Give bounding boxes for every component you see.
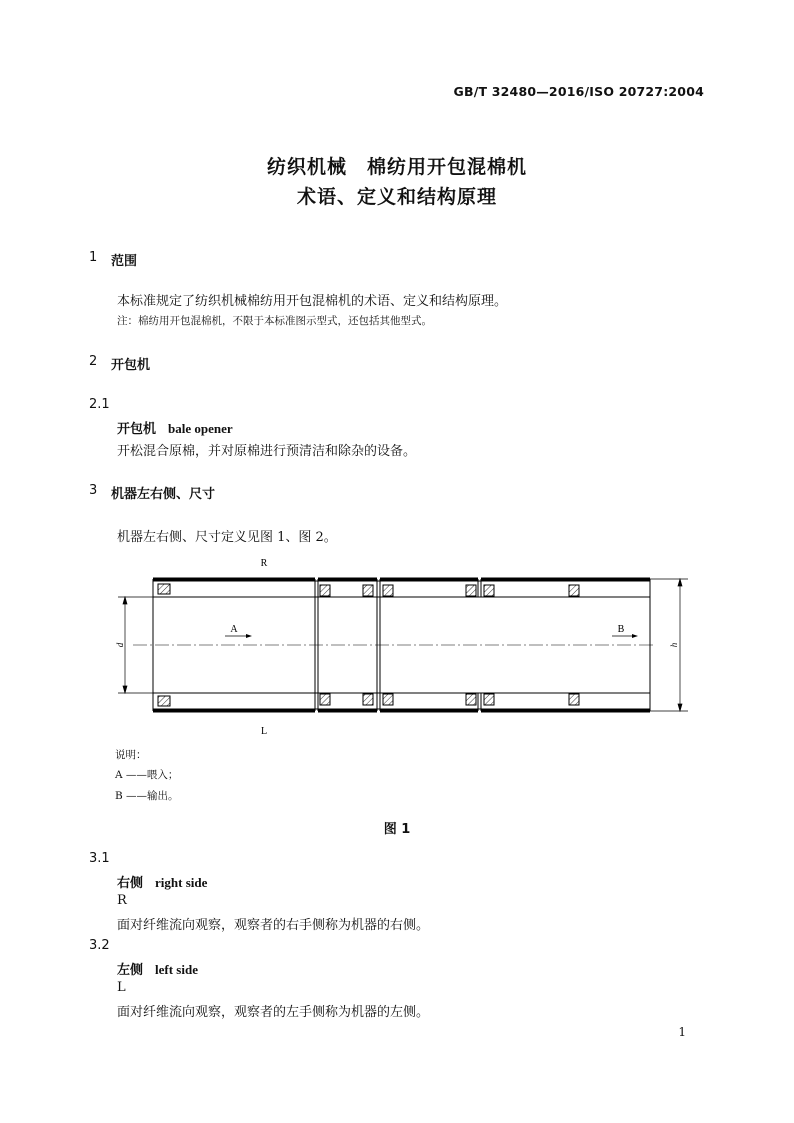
dimension-d-label: d xyxy=(115,642,125,648)
title-line-2: 术语、定义和结构原理 xyxy=(296,186,497,208)
arrow-a-label: A xyxy=(230,624,238,635)
figure-1-caption: 图 1 xyxy=(383,822,411,837)
section-2-1-number: 2.1 xyxy=(89,397,110,412)
term-cn: 开包机 xyxy=(117,422,157,437)
legend-title: 说明： xyxy=(115,749,147,761)
symbol-left-side: L xyxy=(117,980,126,995)
term-cn: 左侧 xyxy=(117,963,144,978)
label-right-side: R xyxy=(260,558,268,569)
term-en: right side xyxy=(155,875,208,890)
section-3-1-number: 3.1 xyxy=(89,851,110,866)
section-3-number: 3 xyxy=(89,483,98,498)
section-1-heading: 范围 xyxy=(111,254,138,269)
arrow-a-feed xyxy=(225,624,252,638)
symbol-right-side: R xyxy=(117,893,127,908)
standard-code: GB/T 32480—2016/ISO 20727:2004 xyxy=(453,84,704,99)
dimension-h-label: h xyxy=(669,642,679,648)
section-3-2-number: 3.2 xyxy=(89,938,110,953)
section-1-paragraph: 本标准规定了纺织机械棉纺用开包混棉机的术语、定义和结构原理。 xyxy=(117,294,508,309)
section-1-number: 1 xyxy=(89,250,98,265)
term-en: left side xyxy=(155,962,198,977)
label-left-side: L xyxy=(260,726,268,737)
term-en: bale opener xyxy=(168,421,233,436)
section-2-heading: 开包机 xyxy=(111,358,151,373)
section-3-paragraph: 机器左右侧、尺寸定义见图 1、图 2。 xyxy=(117,530,337,545)
term-cn: 右侧 xyxy=(117,876,144,891)
page-number: 1 xyxy=(678,1025,686,1039)
legend-a: A ——喂入； xyxy=(115,769,179,781)
arrow-b-output xyxy=(612,624,638,638)
arrow-b-label: B xyxy=(617,624,625,635)
figure-1-diagram xyxy=(0,550,794,745)
term-bale-opener xyxy=(117,418,233,437)
section-2-number: 2 xyxy=(89,354,98,369)
definition-right-side: 面对纤维流向观察，观察者的右手侧称为机器的右侧。 xyxy=(117,918,430,933)
definition-bale-opener: 开松混合原棉，并对原棉进行预清洁和除杂的设备。 xyxy=(117,444,417,459)
term-left-side xyxy=(117,959,198,978)
title-line-1: 纺织机械 棉纺用开包混棉机 xyxy=(266,156,527,178)
term-right-side xyxy=(117,872,207,891)
section-1-note: 注：棉纺用开包混棉机，不限于本标准图示型式，还包括其他型式。 xyxy=(117,315,432,327)
definition-left-side: 面对纤维流向观察，观察者的左手侧称为机器的左侧。 xyxy=(117,1005,430,1020)
legend-b: B ——输出。 xyxy=(115,790,179,802)
section-3-heading: 机器左右侧、尺寸 xyxy=(111,487,216,502)
